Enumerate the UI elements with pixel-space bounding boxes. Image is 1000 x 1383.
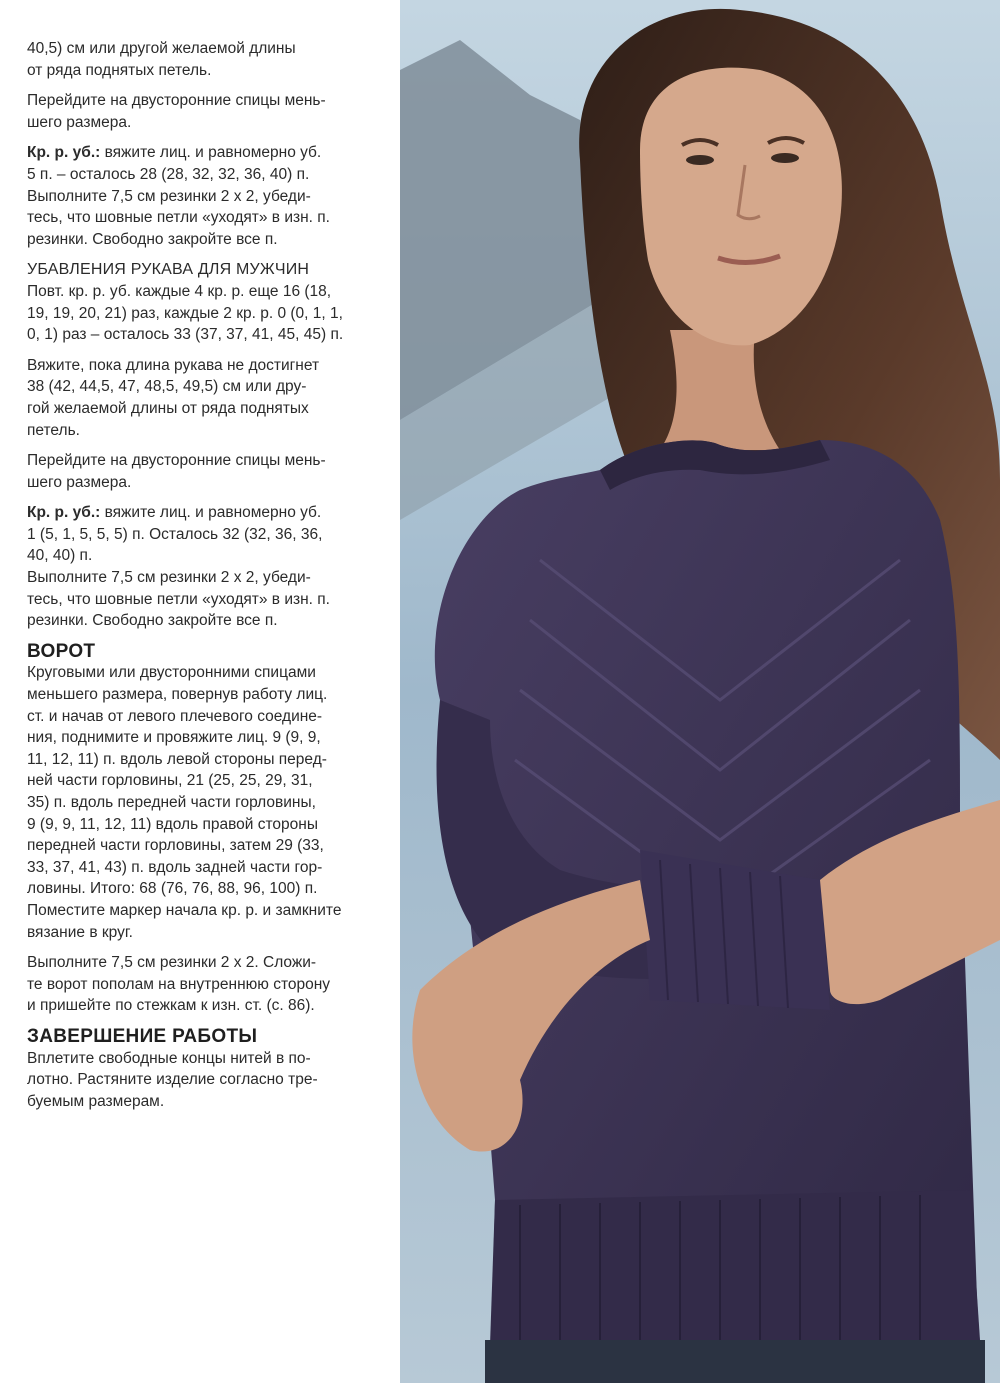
heading-collar: ВОРОТ xyxy=(27,640,96,662)
term-men-decrease-round: Кр. р. уб.: xyxy=(27,504,101,522)
heading-men-sleeve-decreases: УБАВЛЕНИЯ РУКАВА ДЛЯ МУЖЧИН xyxy=(27,261,310,279)
men-decrease-round-text: вяжите лиц. и равномерно уб. 1 (5, 1, 5, 5, 5) п. Осталось 32 (32, 36, 36, 40, 40) п. Выполните 7,5 см резинки 2 х 2, убеди- тесь, что шовные петли «уходят» в изн. п. резинки. Свободно закройте все п. xyxy=(27,504,330,630)
paragraph-collar-rib: Выполните 7,5 см резинки 2 х 2. Сложи- те ворот пополам на внутреннюю сторону и пришейте по стежкам к изн. ст. (с. 86). xyxy=(27,954,331,1015)
paragraph-men-length: Вяжите, пока длина рукава не достигнет 38 (42, 44,5, 47, 48,5, 49,5) см или дру- гой желаемой длины от ряда поднятых петель. xyxy=(27,356,320,439)
paragraph-collar-pickup: Круговыми или двусторонними спицами меньшего размера, повернув работу лиц. ст. и начав от левого плечевого соедине- ния, поднимите и провяжите лиц. 9 (9, 9, 11, 12, 11) п. вдоль левой стороны перед- ней части горловины, 21 (25, 25, 29, 31, 35) п. вдоль передней части горловины, 9 (9, 9, 11, 12, 11) вдоль правой стороны передней части горловины, затем 29 (33, 33, 37, 41, 43) п. вдоль задней части гор- ловины. Итого: 68 (76, 76, 88, 96, 100) п. Поместите маркер начала кр. р. и замкните вязание в круг. xyxy=(27,664,342,941)
paragraph-sleeve-length: 40,5) см или другой желаемой длины от ряда поднятых петель. xyxy=(27,40,296,79)
heading-finishing: ЗАВЕРШЕНИЕ РАБОТЫ xyxy=(27,1025,258,1047)
right-eye xyxy=(771,153,799,163)
sweater-hem xyxy=(490,1190,980,1345)
instructions-column xyxy=(27,38,387,1112)
paragraph-decrease-round xyxy=(27,142,387,250)
paragraph-men-decreases: Повт. кр. р. уб. каждые 4 кр. р. еще 16 (18, 19, 19, 20, 21) раз, каждые 2 кр. р. 0 (0, 1, 1, 0, 1) раз – осталось 33 (37, 37, 41, 45, 45) п. xyxy=(27,282,344,344)
paragraph-men-decrease-round xyxy=(27,502,387,632)
paragraph-finishing: Вплетите свободные концы нитей в по- лотно. Растяните изделие согласно тре- буемым размерам. xyxy=(27,1049,318,1110)
paragraph-men-switch-needles: Перейдите на двусторонние спицы мень- шего размера. xyxy=(27,452,326,491)
left-eye xyxy=(686,155,714,165)
jeans xyxy=(485,1340,985,1383)
model-illustration xyxy=(400,0,1000,1383)
model-photo xyxy=(400,0,1000,1383)
paragraph-switch-needles: Перейдите на двусторонние спицы мень- шего размера. xyxy=(27,92,326,131)
decrease-round-text: вяжите лиц. и равномерно уб. 5 п. – осталось 28 (28, 32, 32, 36, 40) п. Выполните 7,5 см резинки 2 х 2, убеди- тесь, что шовные петли «уходят» в изн. п. резинки. Свободно закройте все п. xyxy=(27,144,330,248)
term-decrease-round: Кр. р. уб.: xyxy=(27,144,101,162)
